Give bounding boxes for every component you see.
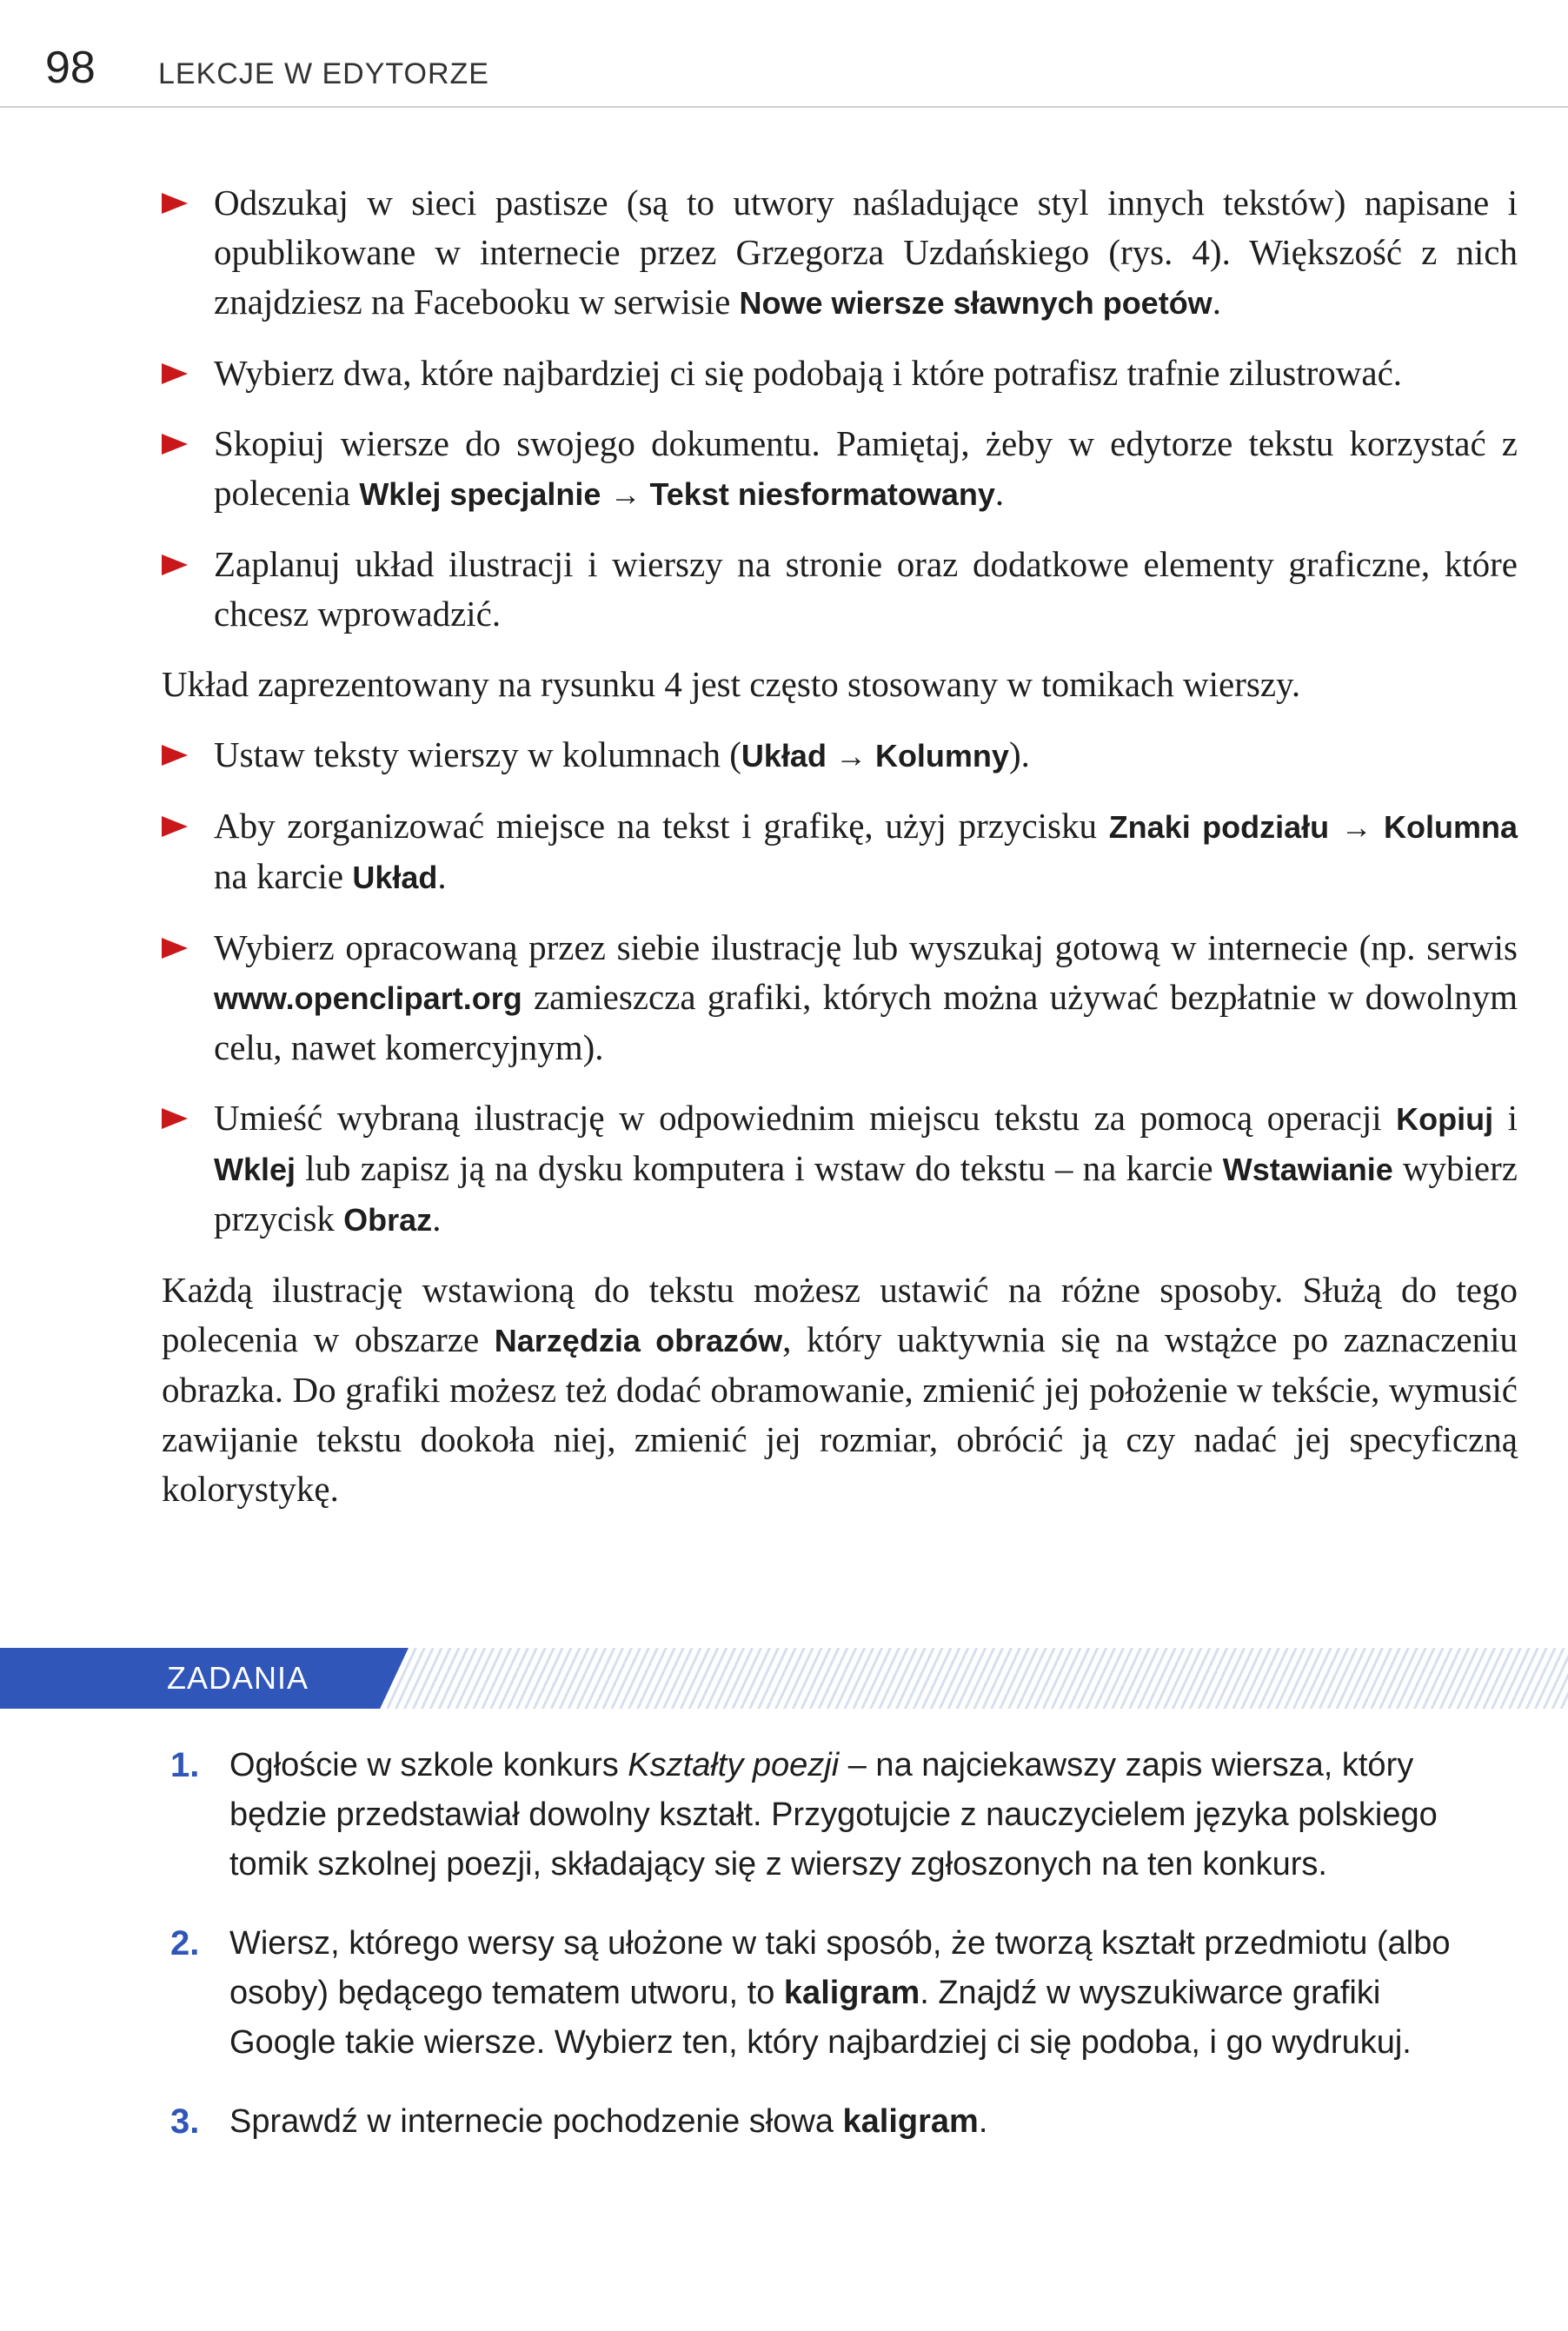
lesson-body [162, 178, 1518, 1535]
task-item: 3. Sprawdź w internecie pochodzenie słowa kaligram. [170, 2097, 1492, 2147]
task-number: 1. [170, 1746, 200, 1784]
task-number: 2. [170, 1924, 200, 1962]
instruction-item: Aby zorganizować miejsce na tekst i grafikę, użyj przycisku Znaki podziału → Kolumna na karcie Układ. [162, 801, 1518, 902]
bullet-arrow-icon [162, 434, 188, 455]
bullet-arrow-icon [162, 1108, 188, 1129]
running-title: LEKCJE W EDYTORZE [158, 57, 489, 90]
paragraph: Każdą ilustrację wstawioną do tekstu możesz ustawić na różne sposoby. Służą do tego polecenia w obszarze Narzędzia obrazów, który uaktywnia się na wstążce po zaznaczeniu obrazka. Do grafiki możesz też dodać obramowanie, zmienić jej położenie w tekście, wymusić zawijanie tekstu dookoła niej, zmienić jej rozmiar, obrócić ją czy nadać jej specyficzną kolorystykę. [162, 1270, 1518, 1509]
bullet-arrow-icon [162, 555, 188, 575]
task-number: 3. [170, 2102, 200, 2141]
instruction-item: Umieść wybraną ilustrację w odpowiednim miejscu tekstu za pomocą operacji Kopiuj i Wklej lub zapisz ją na dysku komputera i wstaw do tekstu – na karcie Wstawianie wybierz przycisk Obraz. [162, 1093, 1518, 1245]
instruction-item: Zaplanuj układ ilustracji i wierszy na stronie oraz dodatkowe elementy graficzne, które chcesz wprowadzić. [162, 540, 1518, 639]
instruction-item: Wybierz opracowaną przez siebie ilustrację lub wyszukaj gotową w internecie (np. serwis www.openclipart.org zamieszcza grafiki, których można używać bezpłatnie w dowolnym celu, nawet komercyjnym). [162, 923, 1518, 1073]
instruction-item: Odszukaj w sieci pastisze (są to utwory naśladujące styl innych tekstów) napisane i opublikowane w internecie przez Grzegorza Uzdańskiego (rys. 4). Większość z nich znajdziesz na Facebooku w serwisie Nowe wiersze sławnych poetów. [162, 178, 1518, 328]
instruction-item: Ustaw teksty wierszy w kolumnach (Układ → Kolumny). [162, 730, 1518, 780]
page-number: 98 [45, 43, 96, 93]
bullet-arrow-icon [162, 938, 188, 959]
bullet-arrow-icon [162, 816, 188, 837]
tasks-banner [0, 1648, 1568, 1709]
page-header [0, 0, 1568, 108]
task-item: 2. Wiersz, którego wersy są ułożone w taki sposób, że tworzą kształt przedmiotu (albo osoby) będącego tematem utworu, to kaligram. Znajdź w wyszukiwarce grafiki Google takie wiersze. Wybierz ten, który najbardziej ci się podoba, i go wydrukuj. [170, 1919, 1492, 2068]
tasks-heading: ZADANIA [167, 1660, 309, 1696]
instruction-item: Skopiuj wiersze do swojego dokumentu. Pamiętaj, żeby w edytorze tekstu korzystać z polecenia Wklej specjalnie → Tekst niesformatowany. [162, 419, 1518, 519]
paragraph: Układ zaprezentowany na rysunku 4 jest często stosowany w tomikach wierszy. [162, 664, 1301, 704]
instruction-item: Wybierz dwa, które najbardziej ci się podobają i które potrafisz trafnie zilustrować. [162, 349, 1518, 398]
task-item: 1. Ogłoście w szkole konkurs Kształty poezji – na najciekawszy zapis wiersza, który będzie przedstawiał dowolny kształt. Przygotujcie z nauczycielem języka polskiego tomik szkolnej poezji, składający się z wierszy zgłoszonych na ten konkurs. [170, 1741, 1492, 1889]
bullet-arrow-icon [162, 745, 188, 766]
bullet-arrow-icon [162, 363, 188, 384]
task-list [170, 1741, 1492, 2176]
bullet-arrow-icon [162, 193, 188, 214]
